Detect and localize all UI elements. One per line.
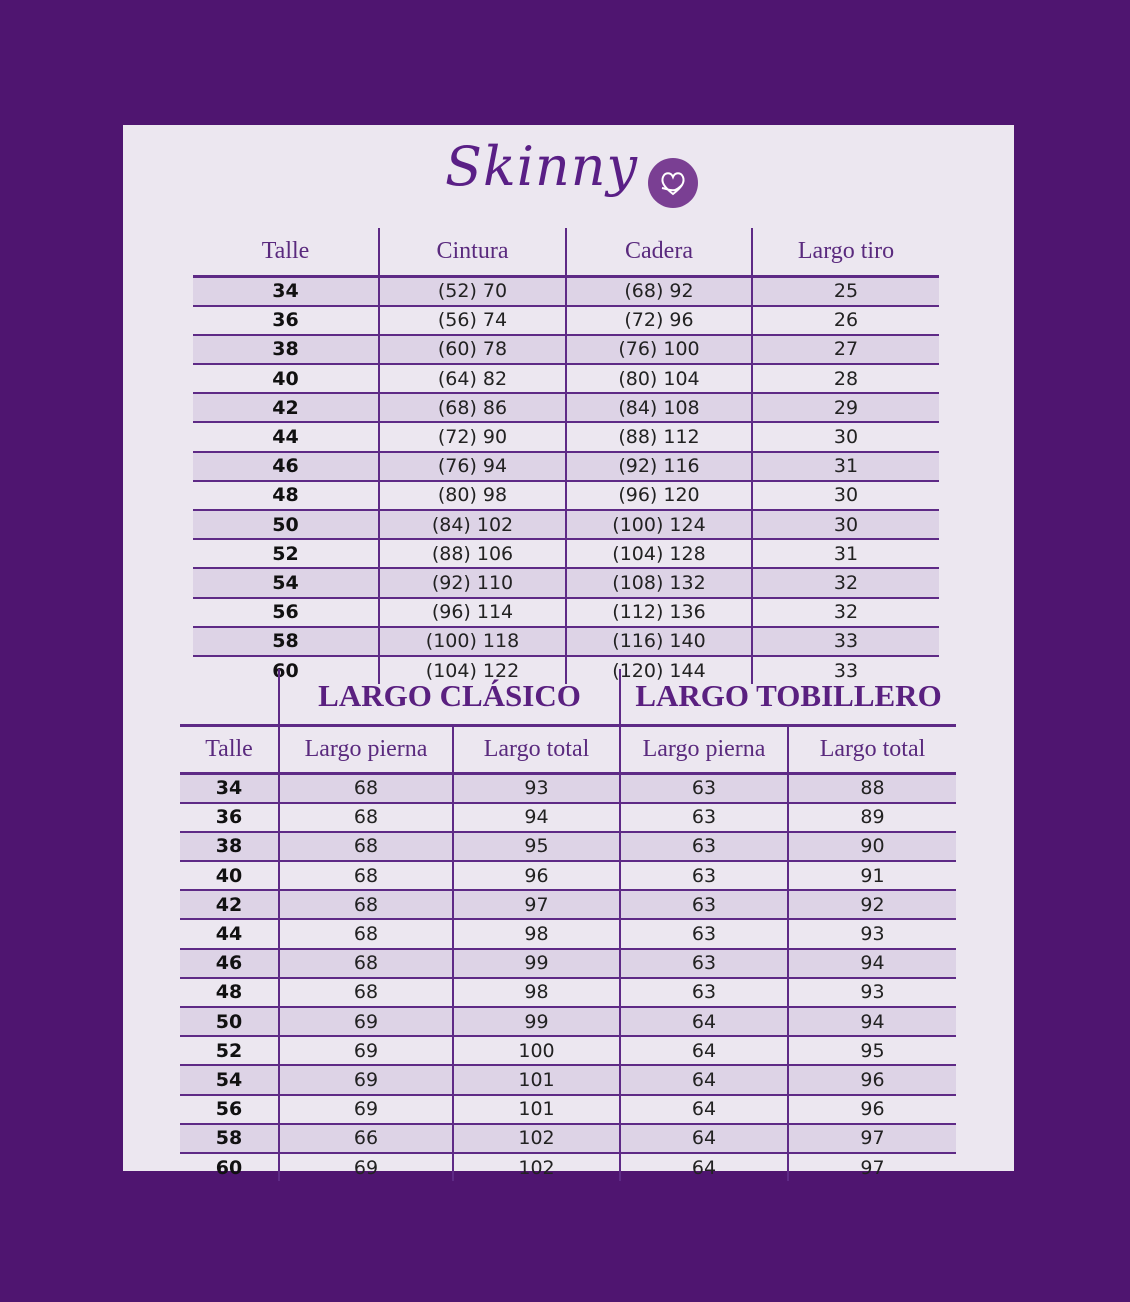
table-row [180, 978, 956, 1007]
value-cell: 32 [752, 598, 939, 627]
size-cell: 38 [180, 832, 279, 861]
value-cell: 68 [279, 803, 453, 832]
value-cell: 68 [279, 978, 453, 1007]
value-cell: (76) 100 [566, 335, 752, 364]
value-cell: 63 [620, 832, 788, 861]
value-cell: 99 [453, 949, 620, 978]
value-cell: 97 [788, 1124, 956, 1153]
value-cell: 95 [453, 832, 620, 861]
value-cell: (88) 106 [379, 539, 566, 568]
table-row [180, 832, 956, 861]
size-cell: 48 [193, 481, 379, 510]
value-cell: 66 [279, 1124, 453, 1153]
size-chart-card [123, 125, 1014, 1179]
value-cell: 30 [752, 481, 939, 510]
value-cell: 99 [453, 1007, 620, 1036]
value-cell: 68 [279, 773, 453, 803]
value-cell: 27 [752, 335, 939, 364]
value-cell: (72) 96 [566, 306, 752, 335]
size-cell: 54 [180, 1065, 279, 1094]
value-cell: 64 [620, 1124, 788, 1153]
value-cell: (80) 98 [379, 481, 566, 510]
size-cell: 60 [272, 659, 299, 682]
value-cell: 93 [788, 919, 956, 948]
value-cell: 69 [279, 1065, 453, 1094]
header-largo-pierna-tobillero: Largo pierna [620, 725, 788, 773]
table-row [180, 1007, 956, 1036]
table-row [193, 627, 939, 656]
value-cell: 102 [453, 1153, 620, 1181]
size-cell: 40 [193, 364, 379, 393]
size-cell: 48 [180, 978, 279, 1007]
size-cell: 40 [180, 861, 279, 890]
value-cell: (112) 136 [566, 598, 752, 627]
header-cadera: Cadera [566, 228, 752, 276]
value-cell: 92 [788, 890, 956, 919]
page-title: Skinny [445, 135, 639, 198]
value-cell: 94 [788, 949, 956, 978]
header-talle: Talle [180, 725, 279, 773]
value-cell: 90 [788, 832, 956, 861]
measurements-table [193, 228, 939, 684]
value-cell: 101 [453, 1095, 620, 1124]
table-row [193, 276, 939, 306]
title-area [123, 125, 1014, 225]
value-cell: 89 [788, 803, 956, 832]
value-cell: (92) 116 [566, 452, 752, 481]
value-cell: 93 [453, 773, 620, 803]
value-cell: (92) 110 [379, 568, 566, 597]
value-cell: (84) 102 [379, 510, 566, 539]
value-cell: (76) 94 [379, 452, 566, 481]
value-cell: 26 [752, 306, 939, 335]
value-cell: (80) 104 [566, 364, 752, 393]
size-cell: 50 [180, 1007, 279, 1036]
value-cell: (100) 118 [379, 627, 566, 656]
value-cell: 94 [788, 1007, 956, 1036]
header-largo-total-clasico: Largo total [453, 725, 620, 773]
table-row [180, 1124, 956, 1153]
table-row [180, 949, 956, 978]
size-cell: 36 [180, 803, 279, 832]
size-cell: 34 [193, 276, 379, 306]
value-cell: 63 [620, 861, 788, 890]
value-cell: 64 [620, 1095, 788, 1124]
value-cell: 96 [453, 861, 620, 890]
table-row [180, 1095, 956, 1124]
size-cell: 54 [193, 568, 379, 597]
value-cell: 64 [620, 1007, 788, 1036]
table-row [180, 803, 956, 832]
table-row [193, 539, 939, 568]
value-cell: 88 [788, 773, 956, 803]
value-cell: 68 [279, 890, 453, 919]
value-cell: 97 [453, 890, 620, 919]
value-cell: 31 [752, 539, 939, 568]
table-row [193, 481, 939, 510]
value-cell: 63 [620, 803, 788, 832]
header-cintura: Cintura [379, 228, 566, 276]
value-cell: (60) 78 [379, 335, 566, 364]
value-cell: (52) 70 [379, 276, 566, 306]
table-row [193, 306, 939, 335]
value-cell: 95 [788, 1036, 956, 1065]
table-row [180, 1153, 956, 1181]
table-row [193, 364, 939, 393]
size-cell: 52 [180, 1036, 279, 1065]
table-row [193, 393, 939, 422]
table-row [180, 1036, 956, 1065]
header-talle: Talle [193, 228, 379, 276]
size-cell: 38 [193, 335, 379, 364]
value-cell: (100) 124 [566, 510, 752, 539]
size-cell: 50 [193, 510, 379, 539]
value-cell: (96) 120 [566, 481, 752, 510]
value-cell: 64 [620, 1036, 788, 1065]
value-cell: (68) 92 [566, 276, 752, 306]
value-cell: 64 [620, 1065, 788, 1094]
size-cell: 44 [193, 422, 379, 451]
value-cell: (68) 86 [379, 393, 566, 422]
table-row [193, 598, 939, 627]
table-row [193, 510, 939, 539]
table-row [193, 568, 939, 597]
value-cell: 31 [752, 452, 939, 481]
value-cell: (88) 112 [566, 422, 752, 451]
value-cell: 63 [620, 978, 788, 1007]
value-cell: 68 [279, 919, 453, 948]
value-cell: (96) 114 [379, 598, 566, 627]
value-cell: (116) 140 [566, 627, 752, 656]
value-cell: (104) 128 [566, 539, 752, 568]
group-largo-tobillero: LARGO TOBILLERO [620, 669, 956, 725]
value-cell: 63 [620, 890, 788, 919]
table-row [180, 890, 956, 919]
header-largo-total-tobillero: Largo total [788, 725, 956, 773]
table-row [180, 861, 956, 890]
value-cell: 64 [620, 1153, 788, 1181]
value-cell: 93 [788, 978, 956, 1007]
value-cell: 101 [453, 1065, 620, 1094]
table-row [180, 773, 956, 803]
value-cell: 29 [752, 393, 939, 422]
size-cell: 44 [180, 919, 279, 948]
header-largo-tiro: Largo tiro [752, 228, 939, 276]
value-cell: (120) 144 [566, 656, 752, 684]
size-cell: 52 [193, 539, 379, 568]
value-cell: 30 [752, 510, 939, 539]
value-cell: (104) 122 [379, 656, 566, 684]
size-cell: 46 [193, 452, 379, 481]
table-row [193, 422, 939, 451]
table-row [180, 1065, 956, 1094]
value-cell: (84) 108 [566, 393, 752, 422]
size-cell: 46 [180, 949, 279, 978]
group-largo-clasico: LARGO CLÁSICO [279, 669, 620, 725]
size-cell: 42 [193, 393, 379, 422]
value-cell: 98 [453, 978, 620, 1007]
value-cell: (64) 82 [379, 364, 566, 393]
value-cell: 68 [279, 861, 453, 890]
value-cell: 102 [453, 1124, 620, 1153]
lengths-table [180, 669, 956, 1181]
value-cell: 96 [788, 1095, 956, 1124]
size-cell: 60 [215, 1156, 243, 1179]
size-cell: 58 [193, 627, 379, 656]
header-largo-pierna-clasico: Largo pierna [279, 725, 453, 773]
value-cell: 69 [279, 1007, 453, 1036]
value-cell: 25 [752, 276, 939, 306]
value-cell: 69 [279, 1036, 453, 1065]
size-cell: 56 [180, 1095, 279, 1124]
value-cell: 33 [752, 656, 939, 684]
size-cell: 42 [180, 890, 279, 919]
value-cell: 91 [788, 861, 956, 890]
value-cell: 97 [788, 1153, 956, 1181]
value-cell: 63 [620, 773, 788, 803]
size-cell: 34 [180, 773, 279, 803]
value-cell: (108) 132 [566, 568, 752, 597]
value-cell: (56) 74 [379, 306, 566, 335]
value-cell: 69 [279, 1095, 453, 1124]
value-cell: 98 [453, 919, 620, 948]
hand-heart-icon [648, 158, 698, 208]
value-cell: 68 [279, 832, 453, 861]
size-cell: 56 [193, 598, 379, 627]
value-cell: 63 [620, 949, 788, 978]
size-cell: 58 [180, 1124, 279, 1153]
table-row [180, 919, 956, 948]
value-cell: 32 [752, 568, 939, 597]
value-cell: 63 [620, 919, 788, 948]
value-cell: 30 [752, 422, 939, 451]
value-cell: 96 [788, 1065, 956, 1094]
value-cell: 94 [453, 803, 620, 832]
table-row [193, 335, 939, 364]
value-cell: 68 [279, 949, 453, 978]
value-cell: 28 [752, 364, 939, 393]
value-cell: (72) 90 [379, 422, 566, 451]
table-row [193, 452, 939, 481]
value-cell: 69 [279, 1153, 453, 1181]
value-cell: 100 [453, 1036, 620, 1065]
size-cell: 36 [193, 306, 379, 335]
value-cell: 33 [752, 627, 939, 656]
blank-corner [180, 669, 279, 725]
